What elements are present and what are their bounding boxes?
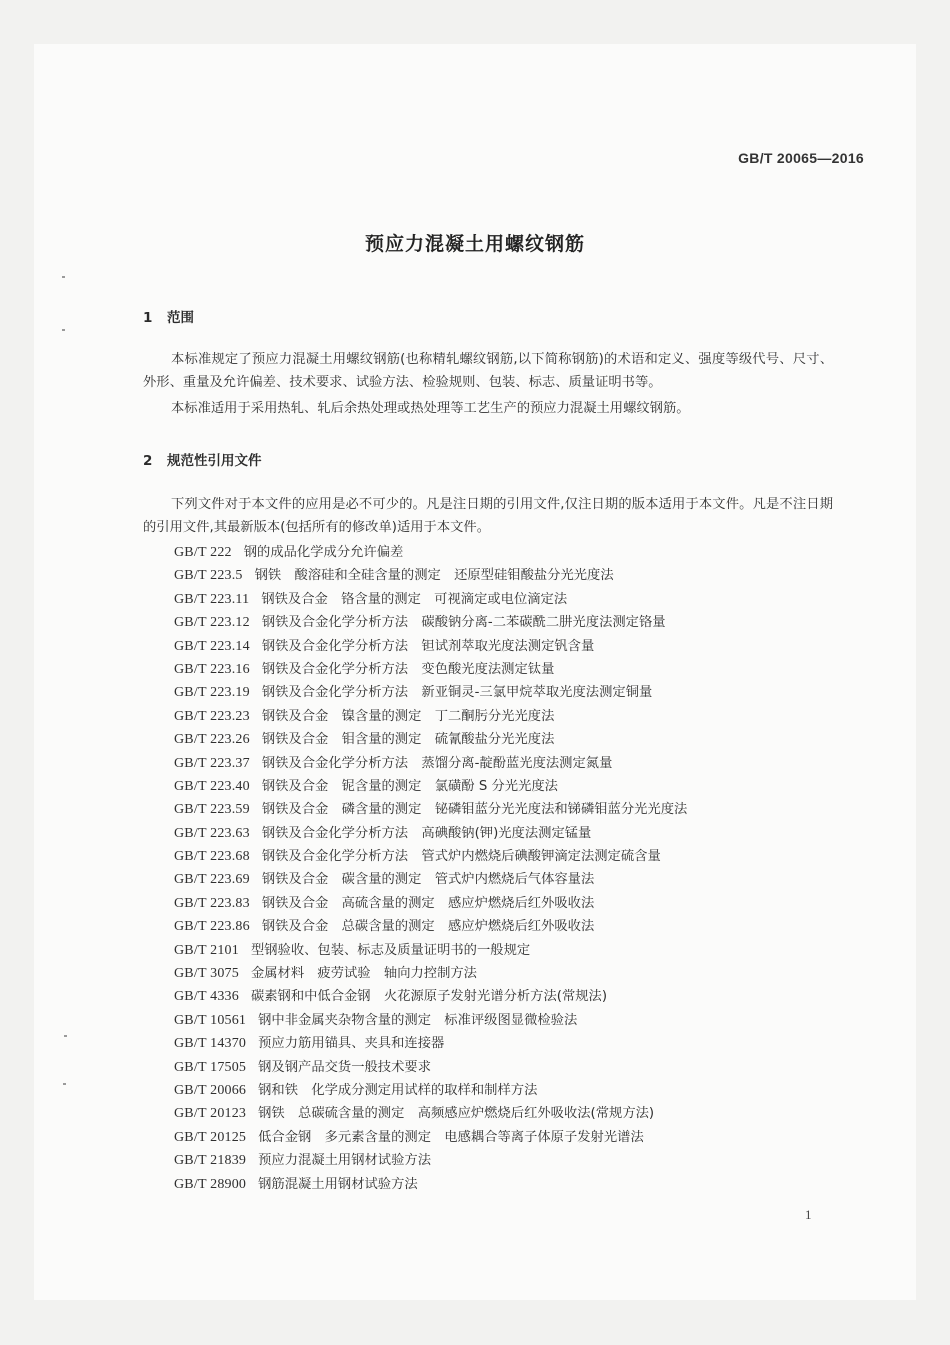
- reference-title: 钢铁及合金 镍含量的测定 丁二酮肟分光光度法: [261, 708, 555, 724]
- section-number: 2: [143, 453, 153, 469]
- normative-references-intro: 下列文件对于本文件的应用是必不可少的。凡是注日期的引用文件,仅注日期的版本适用于本文件。凡是不注日期的引用文件,其最新版本(包括所有的修改单)适用于本文件。: [143, 497, 833, 535]
- section-title: 规范性引用文件: [167, 453, 262, 469]
- reference-title: 钢铁及合金化学分析方法 高碘酸钠(钾)光度法测定锰量: [261, 825, 592, 841]
- reference-code: GB/T 223.83: [174, 895, 250, 911]
- reference-title: 金属材料 疲劳试验 轴向力控制方法: [250, 966, 477, 982]
- reference-title: 钢中非金属夹杂物含量的测定 标准评级图显微检验法: [258, 1012, 578, 1028]
- reference-title: 钢铁 总碳硫含量的测定 高频感应炉燃烧后红外吸收法(常规方法): [258, 1106, 655, 1122]
- reference-title: 钢铁及合金 高硫含量的测定 感应炉燃烧后红外吸收法: [261, 895, 595, 911]
- reference-item: [174, 1102, 687, 1125]
- reference-item: [174, 939, 687, 962]
- reference-title: 钢和铁 化学成分测定用试样的取样和制样方法: [258, 1082, 538, 1098]
- reference-code: GB/T 20123: [174, 1106, 247, 1122]
- reference-title: 钢的成品化学成分允许偏差: [243, 545, 404, 560]
- reference-title: 预应力混凝土用钢材试验方法: [258, 1153, 431, 1169]
- reference-item: [174, 845, 687, 868]
- reference-item: [174, 635, 687, 658]
- section-number: 1: [143, 310, 153, 326]
- reference-title: 钢筋混凝土用钢材试验方法: [258, 1176, 418, 1192]
- section-2-heading: [143, 449, 262, 469]
- document-title: 预应力混凝土用螺纹钢筋: [364, 233, 585, 255]
- reference-code: GB/T 3075: [174, 966, 239, 982]
- reference-code: GB/T 223.26: [174, 732, 250, 748]
- reference-code: GB/T 223.23: [174, 708, 250, 724]
- reference-code: GB/T 223.12: [174, 615, 250, 631]
- reference-title: 钢铁及合金 碳含量的测定 管式炉内燃烧后气体容量法: [261, 872, 595, 888]
- reference-code: GB/T 20125: [174, 1129, 247, 1145]
- reference-code: GB/T 10561: [174, 1012, 247, 1028]
- reference-code: GB/T 223.68: [174, 849, 250, 865]
- scan-speck: [64, 1035, 67, 1037]
- reference-code: GB/T 2101: [174, 942, 239, 958]
- reference-title: 钢铁及合金 总碳含量的测定 感应炉燃烧后红外吸收法: [261, 919, 595, 935]
- reference-item: [174, 658, 687, 681]
- reference-title: 钢铁及合金化学分析方法 变色酸光度法测定钛量: [261, 661, 555, 677]
- reference-title: 钢铁及合金 铬含量的测定 可视滴定或电位滴定法: [261, 591, 568, 607]
- scope-paragraph-1: 本标准规定了预应力混凝土用螺纹钢筋(也称精轧螺纹钢筋,以下简称钢筋)的术语和定义、强度等级代号、尺寸、外形、重量及允许偏差、技术要求、试验方法、检验规则、包装、标志、质量证明书等。: [143, 352, 833, 390]
- reference-code: GB/T 223.14: [174, 638, 250, 654]
- reference-code: GB/T 4336: [174, 989, 239, 1005]
- reference-item: [174, 1079, 687, 1102]
- scan-speck: [62, 276, 65, 278]
- reference-title: 钢铁及合金化学分析方法 新亚铜灵-三氯甲烷萃取光度法测定铜量: [261, 685, 653, 701]
- reference-item: [174, 564, 687, 587]
- section-1-heading: [143, 306, 194, 326]
- reference-code: GB/T 223.37: [174, 755, 250, 771]
- reference-title: 碳素钢和中低合金钢 火花源原子发射光谱分析方法(常规法): [250, 989, 608, 1005]
- reference-code: GB/T 14370: [174, 1036, 247, 1052]
- reference-code: GB/T 223.40: [174, 778, 250, 794]
- reference-item: [174, 1126, 687, 1149]
- reference-item: [174, 541, 687, 564]
- reference-title: 钢铁及合金化学分析方法 管式炉内燃烧后碘酸钾滴定法测定硫含量: [261, 849, 661, 865]
- reference-item: [174, 868, 687, 891]
- section-title: 范围: [167, 310, 194, 326]
- scan-speck: [62, 329, 65, 331]
- reference-title: 钢铁及合金 磷含量的测定 铋磷钼蓝分光光度法和锑磷钼蓝分光光度法: [261, 802, 688, 818]
- reference-title: 型钢验收、包装、标志及质量证明书的一般规定: [250, 942, 531, 958]
- reference-title: 钢铁及合金化学分析方法 蒸馏分离-靛酚蓝光度法测定氮量: [261, 755, 613, 771]
- standard-code: GB/T 20065—2016: [738, 150, 864, 166]
- reference-item: [174, 588, 687, 611]
- reference-code: GB/T 223.59: [174, 802, 250, 818]
- reference-title: 钢及钢产品交货一般技术要求: [258, 1059, 431, 1075]
- reference-item: [174, 1149, 687, 1172]
- scan-speck: [63, 1083, 66, 1085]
- reference-code: GB/T 28900: [174, 1176, 247, 1192]
- reference-code: GB/T 21839: [174, 1153, 247, 1169]
- reference-item: [174, 962, 687, 985]
- reference-item: [174, 1173, 687, 1196]
- reference-title: 钢铁及合金化学分析方法 钽试剂萃取光度法测定钒含量: [261, 638, 595, 654]
- reference-code: GB/T 17505: [174, 1059, 247, 1075]
- reference-title: 钢铁及合金 钼含量的测定 硫氰酸盐分光光度法: [261, 732, 555, 748]
- reference-item: [174, 728, 687, 751]
- reference-item: [174, 611, 687, 634]
- reference-code: GB/T 222: [174, 545, 232, 560]
- reference-item: [174, 775, 687, 798]
- scope-paragraph-2: 本标准适用于采用热轧、轧后余热处理或热处理等工艺生产的预应力混凝土用螺纹钢筋。: [171, 401, 690, 416]
- reference-code: GB/T 223.5: [174, 568, 243, 584]
- reference-item: [174, 1032, 687, 1055]
- reference-item: [174, 892, 687, 915]
- page-number: 1: [805, 1207, 812, 1222]
- reference-item: [174, 1009, 687, 1032]
- reference-code: GB/T 223.86: [174, 919, 250, 935]
- reference-code: GB/T 223.63: [174, 825, 250, 841]
- reference-code: GB/T 223.16: [174, 661, 250, 677]
- reference-code: GB/T 223.11: [174, 591, 250, 607]
- reference-title: 钢铁及合金 铌含量的测定 氯磺酚 S 分光光度法: [261, 778, 558, 794]
- reference-title: 钢铁及合金化学分析方法 碳酸钠分离-二苯碳酰二肼光度法测定铬量: [261, 615, 666, 631]
- reference-item: [174, 822, 687, 845]
- reference-item: [174, 681, 687, 704]
- reference-item: [174, 752, 687, 775]
- reference-title: 低合金钢 多元素含量的测定 电感耦合等离子体原子发射光谱法: [258, 1129, 644, 1145]
- reference-item: [174, 915, 687, 938]
- reference-item: [174, 1056, 687, 1079]
- reference-code: GB/T 223.69: [174, 872, 250, 888]
- reference-item: [174, 985, 687, 1008]
- reference-code: GB/T 223.19: [174, 685, 250, 701]
- reference-item: [174, 798, 687, 821]
- reference-item: [174, 705, 687, 728]
- reference-list: [174, 541, 687, 1196]
- reference-code: GB/T 20066: [174, 1082, 247, 1098]
- reference-title: 钢铁 酸溶硅和全硅含量的测定 还原型硅钼酸盐分光光度法: [254, 568, 614, 584]
- reference-title: 预应力筋用锚具、夹具和连接器: [258, 1036, 445, 1052]
